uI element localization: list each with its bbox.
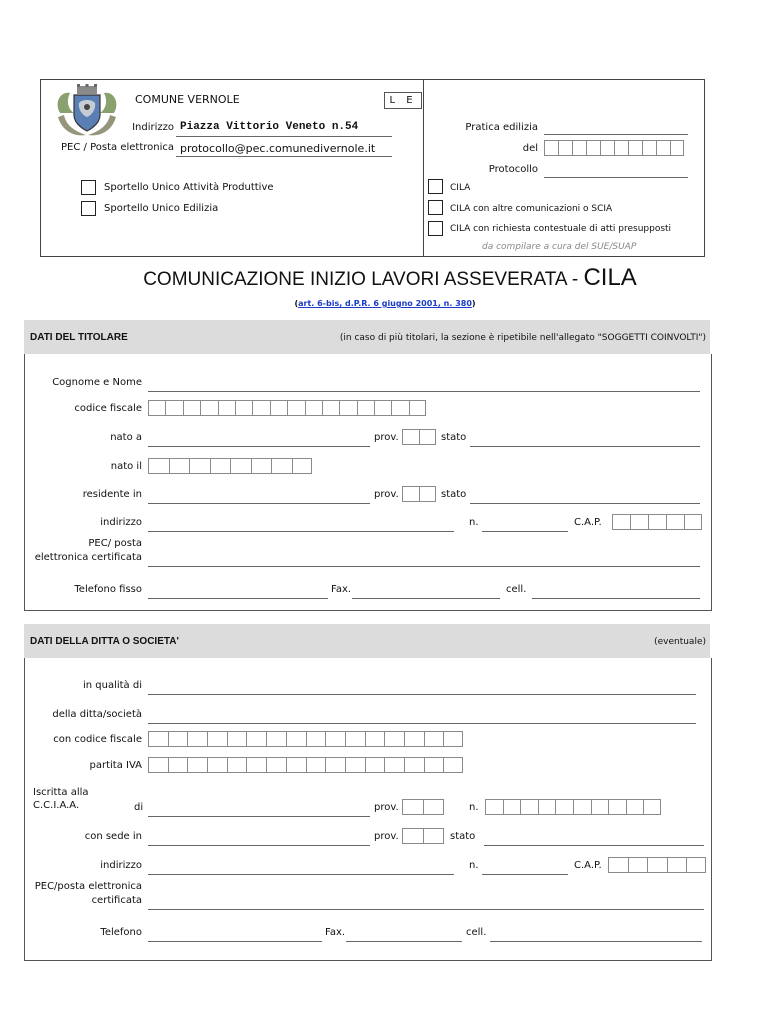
- ditta-prov-cells[interactable]: [402, 799, 444, 815]
- titolare-nato-il-label: nato il: [110, 461, 142, 472]
- ditta-iscritta-label1: Iscritta alla: [33, 787, 89, 798]
- titolare-nato-a-input[interactable]: [148, 446, 370, 447]
- indirizzo-value: Piazza Vittorio Veneto n.54: [180, 121, 359, 133]
- titolare-cap-cells[interactable]: [612, 514, 702, 530]
- cila-checkbox[interactable]: [428, 179, 443, 194]
- ditta-prov2-cells[interactable]: [402, 828, 444, 844]
- ditta-sede-input[interactable]: [148, 845, 370, 846]
- titolare-indirizzo-input[interactable]: [148, 531, 454, 532]
- ditta-cap-cells[interactable]: [608, 857, 706, 873]
- titolare-prov-label: prov.: [374, 432, 399, 443]
- cila-presupposti-label: CILA con richiesta contestuale di atti presupposti: [450, 224, 672, 234]
- da-compilare-note: da compilare a cura del SUE/SUAP: [482, 242, 637, 252]
- titolare-pec-label2: elettronica certificata: [34, 552, 142, 563]
- indirizzo-underline: [176, 136, 392, 137]
- titolare-tel-label: Telefono fisso: [74, 584, 142, 595]
- protocollo-label: Protocollo: [488, 164, 538, 175]
- ditta-prov2-label: prov.: [374, 831, 399, 842]
- titolare-pec-label1: PEC/ posta: [88, 538, 142, 549]
- ditta-n-label: n.: [469, 802, 479, 813]
- titolare-cell-input[interactable]: [532, 598, 700, 599]
- pec-underline: [176, 156, 392, 157]
- titolare-cognome-input[interactable]: [148, 391, 700, 392]
- header-divider: [423, 79, 424, 256]
- ditta-piva-label: partita IVA: [89, 760, 142, 771]
- document-title-cila: CILA: [583, 264, 637, 291]
- cila-label: CILA: [450, 183, 471, 193]
- ditta-indirizzo-label: indirizzo: [100, 860, 142, 871]
- ditta-cf-label: con codice fiscale: [53, 734, 142, 745]
- titolare-prov2-label: prov.: [374, 489, 399, 500]
- ditta-prov-label: prov.: [374, 802, 399, 813]
- titolare-cf-cells[interactable]: [148, 400, 426, 416]
- ditta-cf-cells[interactable]: [148, 731, 463, 747]
- titolare-note: (in caso di più titolari, la sezione è ripetibile nell'allegato "SOGGETTI COINVOLTI"): [339, 333, 706, 343]
- pratica-label: Pratica edilizia: [465, 122, 538, 133]
- suap-checkbox[interactable]: [81, 180, 96, 195]
- titolare-cognome-label: Cognome e Nome: [52, 377, 142, 388]
- ditta-cell-input[interactable]: [490, 941, 702, 942]
- titolare-n-input[interactable]: [482, 531, 568, 532]
- protocollo-input[interactable]: [544, 177, 688, 178]
- titolare-section-box: [24, 354, 712, 611]
- titolare-section-header: [24, 320, 710, 354]
- document-title: [0, 264, 770, 292]
- cila-scia-label: CILA con altre comunicazioni o SCIA: [450, 204, 613, 214]
- titolare-cf-label: codice fiscale: [74, 403, 142, 414]
- ditta-qualita-input[interactable]: [148, 694, 696, 695]
- ditta-pec-input[interactable]: [148, 909, 704, 910]
- pratica-input[interactable]: [544, 134, 688, 135]
- ditta-di-label: di: [134, 802, 144, 813]
- sue-label: Sportello Unico Edilizia: [104, 203, 219, 214]
- titolare-stato-input[interactable]: [470, 446, 700, 447]
- titolare-residente-input[interactable]: [148, 503, 370, 504]
- cila-scia-checkbox[interactable]: [428, 200, 443, 215]
- titolare-prov2-cells[interactable]: [402, 486, 436, 502]
- legal-reference-link[interactable]: art. 6-bis, d.P.R. 6 giugno 2001, n. 380: [298, 299, 472, 308]
- titolare-stato2-input[interactable]: [470, 503, 700, 504]
- titolare-tel-input[interactable]: [148, 598, 328, 599]
- ditta-piva-cells[interactable]: [148, 757, 463, 773]
- titolare-heading: DATI DEL TITOLARE: [30, 332, 128, 343]
- ditta-cell-label: cell.: [466, 927, 487, 938]
- ditta-stato-input[interactable]: [484, 845, 704, 846]
- sue-checkbox[interactable]: [81, 201, 96, 216]
- titolare-nato-il-cells[interactable]: [148, 458, 312, 474]
- titolare-prov-cells[interactable]: [402, 429, 436, 445]
- titolare-stato-label: stato: [441, 432, 467, 443]
- del-label: del: [522, 143, 538, 154]
- titolare-cell-label: cell.: [506, 584, 527, 595]
- ditta-cap-label: C.A.P.: [574, 860, 602, 871]
- del-date-cells[interactable]: [544, 140, 684, 156]
- comune-name: COMUNE VERNOLE: [135, 93, 240, 106]
- titolare-nato-a-label: nato a: [110, 432, 142, 443]
- titolare-cap-label: C.A.P.: [574, 517, 602, 528]
- ditta-indirizzo-input[interactable]: [148, 874, 454, 875]
- ditta-sede-label: con sede in: [84, 831, 142, 842]
- cila-presupposti-checkbox[interactable]: [428, 221, 443, 236]
- ditta-iscritta-label2: C.C.I.A.A.: [33, 800, 80, 811]
- titolare-n-label: n.: [469, 517, 479, 528]
- titolare-fax-input[interactable]: [352, 598, 500, 599]
- titolare-residente-label: residente in: [82, 489, 142, 500]
- ditta-qualita-label: in qualità di: [82, 680, 142, 691]
- titolare-stato2-label: stato: [441, 489, 467, 500]
- ditta-pec-label1: PEC/posta elettronica: [34, 881, 142, 892]
- ditta-ditta-label: della ditta/società: [52, 709, 142, 720]
- suap-label: Sportello Unico Attività Produttive: [104, 182, 274, 193]
- ditta-heading: DATI DELLA DITTA O SOCIETA': [30, 636, 179, 647]
- ditta-n-cells[interactable]: [485, 799, 661, 815]
- ditta-section-header: [24, 624, 710, 658]
- province-code: L E: [384, 92, 422, 109]
- legal-reference: (art. 6-bis, d.P.R. 6 giugno 2001, n. 380): [294, 299, 476, 308]
- ditta-pec-label2: certificata: [91, 895, 142, 906]
- ditta-fax-label: Fax.: [325, 927, 346, 938]
- ditta-tel-label: Telefono: [100, 927, 142, 938]
- titolare-pec-input[interactable]: [148, 566, 700, 567]
- ditta-stato-label: stato: [450, 831, 476, 842]
- ditta-cciaa-input[interactable]: [148, 816, 370, 817]
- titolare-indirizzo-label: indirizzo: [100, 517, 142, 528]
- pec-label: PEC / Posta elettronica: [61, 142, 174, 153]
- document-title-text: COMUNICAZIONE INIZIO LAVORI ASSEVERATA -: [143, 269, 584, 290]
- ditta-tel-input[interactable]: [148, 941, 322, 942]
- ditta-fax-input[interactable]: [346, 941, 462, 942]
- indirizzo-label: Indirizzo: [132, 122, 174, 133]
- pec-value: protocollo@pec.comunedivernole.it: [180, 142, 376, 155]
- titolare-fax-label: Fax.: [331, 584, 352, 595]
- ditta-ditta-input[interactable]: [148, 723, 696, 724]
- ditta-n2-label: n.: [469, 860, 479, 871]
- ditta-note: (eventuale): [654, 637, 706, 647]
- ditta-n2-input[interactable]: [482, 874, 568, 875]
